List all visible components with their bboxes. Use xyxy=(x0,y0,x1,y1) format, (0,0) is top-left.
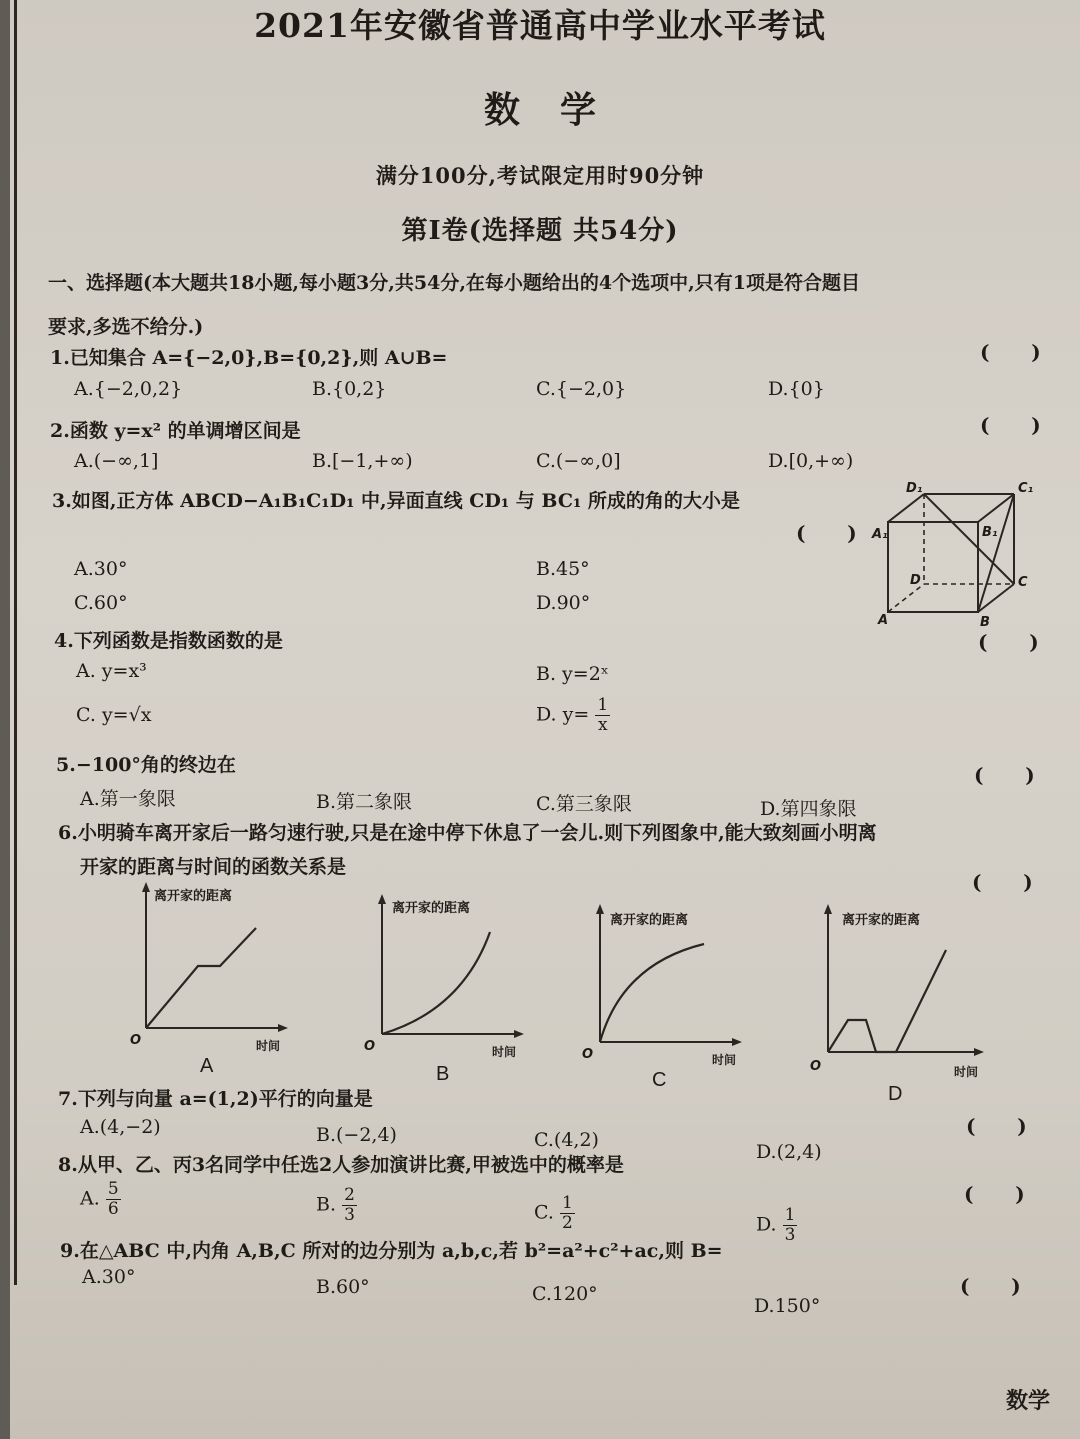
q9-option-b: B.60° xyxy=(316,1276,370,1298)
q1-option-c: C.{−2,0} xyxy=(536,378,627,400)
cube-edge-bc xyxy=(978,584,1014,612)
answer-paren-8[interactable]: ( ) xyxy=(964,1182,1025,1206)
cube-label-b1: B₁ xyxy=(982,525,998,540)
fraction-denominator: 3 xyxy=(344,1205,355,1225)
graph-a xyxy=(118,880,298,1060)
graph-d-label: D xyxy=(888,1083,903,1105)
q8-option-a-fraction xyxy=(106,1180,121,1219)
cube-figure xyxy=(868,478,1048,630)
q4-option-b: B. y=2ˣ xyxy=(536,663,609,685)
graph-c-curve xyxy=(600,944,704,1042)
question-6-stem-line1: 6.小明骑车离开家后一路匀速行驶,只是在途中停下休息了一会儿.则下列图象中,能大致刻画小明离 xyxy=(58,822,877,844)
q9-option-c: C.120° xyxy=(532,1283,598,1305)
fraction-denominator: x xyxy=(597,715,608,735)
q2-option-a: A.(−∞,1] xyxy=(74,450,159,472)
q5-option-b: B.第二象限 xyxy=(316,791,413,813)
fraction-numerator: 2 xyxy=(344,1185,355,1205)
graph-b-y-arrow xyxy=(378,894,386,904)
graph-d-x-arrow xyxy=(974,1048,984,1056)
fraction-denominator: 6 xyxy=(107,1199,119,1219)
q4-option-a: A. y=x³ xyxy=(76,660,147,682)
q5-option-a: A.第一象限 xyxy=(80,788,176,810)
q8-option-c xyxy=(534,1194,575,1233)
answer-paren-2[interactable]: ( ) xyxy=(980,413,1041,437)
cube-label-c: C xyxy=(1018,575,1028,590)
cube-hidden-edge-ad xyxy=(888,584,924,612)
cube-label-d: D xyxy=(910,573,921,588)
q5-option-d: D.第四象限 xyxy=(760,798,857,820)
q4-option-d-fraction xyxy=(595,696,610,735)
q1-option-b: B.{0,2} xyxy=(312,378,387,400)
q4-option-c: C. y=√x xyxy=(76,704,152,726)
cube-label-c1: C₁ xyxy=(1018,481,1034,496)
q3-option-a: A.30° xyxy=(74,558,128,580)
graph-d-curve xyxy=(828,950,946,1052)
q2-option-d: D.[0,+∞) xyxy=(768,450,854,472)
q8-option-c-fraction xyxy=(560,1194,575,1233)
graph-b-curve xyxy=(382,932,490,1034)
fraction-denominator: 3 xyxy=(784,1225,796,1245)
q1-option-a: A.{−2,0,2} xyxy=(74,378,183,400)
q4-option-d xyxy=(536,696,610,735)
graph-c-ylabel: 离开家的距离 xyxy=(610,913,689,928)
section-title: 第Ⅰ卷(选择题 共54分) xyxy=(401,216,679,246)
question-3-stem: 3.如图,正方体 ABCD−A₁B₁C₁D₁ 中,异面直线 CD₁ 与 BC₁ 所成的角的大小是 xyxy=(52,490,740,512)
graph-a-curve xyxy=(146,928,256,1028)
q8-option-a-label: A. xyxy=(80,1187,100,1210)
fraction-denominator: 2 xyxy=(561,1213,573,1233)
q9-option-d: D.150° xyxy=(754,1295,821,1317)
graph-a-label: A xyxy=(200,1055,214,1077)
graph-d xyxy=(804,898,994,1078)
graph-b-origin: O xyxy=(364,1039,376,1054)
q8-option-b-label: B. xyxy=(316,1193,337,1216)
graph-a-origin: O xyxy=(130,1033,142,1048)
graph-c-x-arrow xyxy=(732,1038,742,1046)
graph-b xyxy=(352,890,532,1070)
cube-edge-b1c1 xyxy=(978,494,1014,522)
q8-option-d xyxy=(756,1206,797,1245)
answer-paren-5[interactable]: ( ) xyxy=(974,763,1035,787)
q1-option-d: D.{0} xyxy=(768,378,825,400)
q8-option-b-fraction xyxy=(342,1186,357,1225)
q8-option-a xyxy=(80,1180,121,1219)
q7-option-a: A.(4,−2) xyxy=(80,1116,161,1138)
answer-paren-7[interactable]: ( ) xyxy=(966,1114,1027,1138)
q8-option-d-label: D. xyxy=(756,1213,777,1236)
cube-label-b: B xyxy=(980,615,990,630)
graph-b-ylabel: 离开家的距离 xyxy=(392,901,471,916)
instructions-line2: 要求,多选不给分.) xyxy=(48,316,204,338)
graph-b-x-arrow xyxy=(514,1030,524,1038)
q2-option-c: C.(−∞,0] xyxy=(536,450,621,472)
q4-option-d-label: D. y= xyxy=(536,703,590,726)
q7-option-b: B.(−2,4) xyxy=(316,1124,397,1146)
q2-option-b: B.[−1,+∞) xyxy=(312,450,413,472)
graph-c xyxy=(574,898,754,1078)
question-7-stem: 7.下列与向量 a=(1,2)平行的向量是 xyxy=(58,1088,373,1110)
fraction-numerator: 1 xyxy=(784,1205,796,1225)
instructions-line1: 一、选择题(本大题共18小题,每小题3分,共54分,在每小题给出的4个选项中,只有1项是符合题目 xyxy=(48,272,860,294)
question-5-stem: 5.−100°角的终边在 xyxy=(56,754,236,776)
graph-d-xlabel: 时间 xyxy=(954,1065,979,1078)
graph-d-y-arrow xyxy=(824,904,832,914)
question-1-stem: 1.已知集合 A={−2,0},B={0,2},则 A∪B= xyxy=(50,347,448,369)
graph-c-xlabel: 时间 xyxy=(712,1053,737,1067)
fraction-numerator: 1 xyxy=(561,1193,573,1213)
graph-d-origin: O xyxy=(810,1059,822,1074)
cube-edge-a1d1 xyxy=(888,494,924,522)
graph-a-y-arrow xyxy=(142,882,150,892)
q7-option-d: D.(2,4) xyxy=(756,1141,822,1163)
paper-edge xyxy=(14,0,17,1285)
page-footer: 数学 xyxy=(1006,1388,1051,1414)
q7-option-c: C.(4,2) xyxy=(534,1129,599,1151)
q8-option-d-fraction xyxy=(783,1206,798,1245)
graph-c-origin: O xyxy=(582,1047,594,1062)
fraction-numerator: 5 xyxy=(107,1179,119,1199)
question-8-stem: 8.从甲、乙、丙3名同学中任选2人参加演讲比赛,甲被选中的概率是 xyxy=(58,1154,624,1176)
question-4-stem: 4.下列函数是指数函数的是 xyxy=(54,630,283,652)
cube-label-a: A xyxy=(878,613,889,628)
answer-paren-4[interactable]: ( ) xyxy=(978,630,1039,654)
q3-option-d: D.90° xyxy=(536,592,591,614)
cube-label-d1: D₁ xyxy=(906,481,923,496)
question-9-stem: 9.在△ABC 中,内角 A,B,C 所对的边分别为 a,b,c,若 b²=a²+c²+ac,则 B= xyxy=(60,1240,723,1262)
exam-title: 2021年安徽省普通高中学业水平考试 xyxy=(254,6,826,45)
answer-paren-1[interactable]: ( ) xyxy=(980,340,1041,364)
q8-option-c-label: C. xyxy=(534,1201,554,1224)
q3-option-b: B.45° xyxy=(536,558,590,580)
answer-paren-9[interactable]: ( ) xyxy=(960,1274,1021,1298)
graph-a-x-arrow xyxy=(278,1024,288,1032)
graph-d-ylabel: 离开家的距离 xyxy=(842,913,921,928)
q8-option-b xyxy=(316,1186,357,1225)
q9-option-a: A.30° xyxy=(82,1266,136,1288)
question-2-stem: 2.函数 y=x² 的单调增区间是 xyxy=(50,420,301,442)
graph-b-xlabel: 时间 xyxy=(492,1045,517,1059)
graph-a-ylabel: 离开家的距离 xyxy=(154,889,233,904)
exam-info: 满分100分,考试限定用时90分钟 xyxy=(375,163,705,188)
graph-b-label: B xyxy=(436,1063,450,1085)
q3-option-c: C.60° xyxy=(74,592,128,614)
cube-label-a1: A₁ xyxy=(872,527,888,542)
graph-a-xlabel: 时间 xyxy=(256,1039,281,1053)
graph-c-label: C xyxy=(652,1069,667,1091)
answer-paren-3[interactable]: ( ) xyxy=(796,521,857,545)
subject-title: 数学 xyxy=(483,89,636,131)
fraction-numerator: 1 xyxy=(597,695,609,715)
question-6-stem-line2: 开家的距离与时间的函数关系是 xyxy=(80,856,347,878)
q5-option-c: C.第三象限 xyxy=(536,793,632,815)
answer-paren-6[interactable]: ( ) xyxy=(972,870,1033,894)
graph-c-y-arrow xyxy=(596,904,604,914)
